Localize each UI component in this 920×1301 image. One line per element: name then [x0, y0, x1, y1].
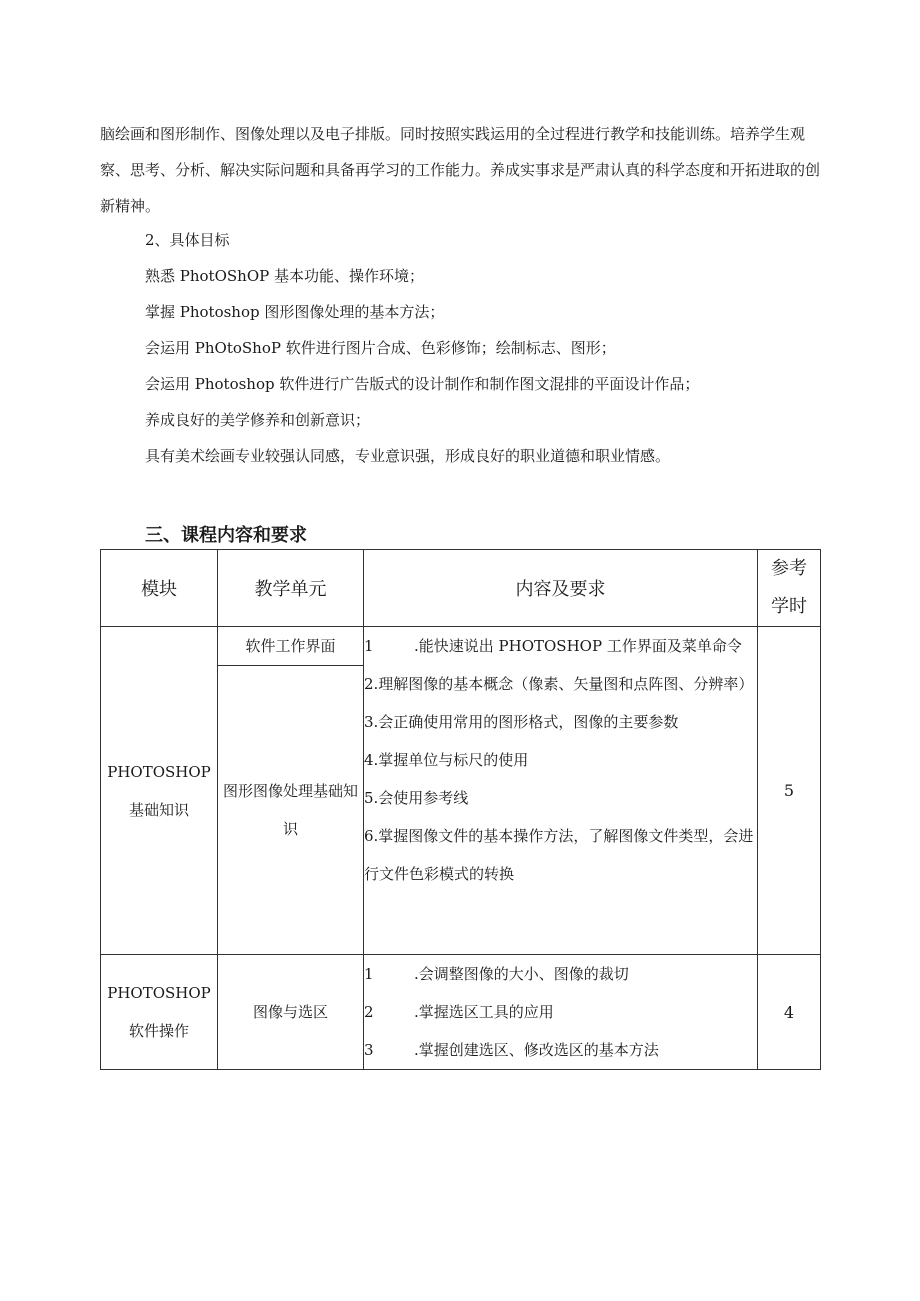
content-item [364, 1031, 757, 1069]
content-cell [364, 627, 758, 955]
content-item-text: .能快速说出 PHOTOSHOP 工作界面及菜单命令 [414, 637, 742, 655]
module-cell: PHOTOSHOP 软件操作 [101, 955, 218, 1070]
header-hours-line1: 参考 [771, 558, 807, 579]
course-content-table [100, 549, 821, 1070]
goals-heading: 2、具体目标 [145, 231, 230, 249]
hours-cell: 4 [758, 955, 821, 1070]
content-item: 5.会使用参考线 [364, 789, 469, 807]
goal-item: 掌握 Photoshop 图形图像处理的基本方法； [145, 303, 445, 321]
content-item-number: 3 [364, 1041, 374, 1059]
header-hours [758, 550, 821, 627]
section-title: 三、课程内容和要求 [145, 525, 307, 546]
content-item-number: 1 [364, 965, 374, 983]
header-module: 模块 [101, 550, 218, 627]
unit-cell: 图像与选区 [218, 955, 364, 1070]
hours-cell: 5 [758, 627, 821, 955]
header-content: 内容及要求 [364, 550, 758, 627]
goal-item: 会运用 PhOtoShoP 软件进行图片合成、色彩修饰；绘制标志、图形； [145, 339, 616, 357]
content-item: 4.掌握单位与标尺的使用 [364, 751, 529, 769]
table-header-row [101, 550, 821, 627]
table-row [101, 955, 821, 1070]
goal-item: 熟悉 PhotOShOP 基本功能、操作环境； [145, 267, 424, 285]
header-unit: 教学单元 [218, 550, 364, 627]
goal-item: 养成良好的美学修养和创新意识； [145, 411, 371, 429]
content-item-text: .掌握创建选区、修改选区的基本方法 [414, 1041, 659, 1059]
goal-item: 具有美术绘画专业较强认同感，专业意识强，形成良好的职业道德和职业情感。 [145, 447, 671, 465]
content-item: 3.会正确使用常用的图形格式，图像的主要参数 [364, 713, 679, 731]
unit-cell: 图形图像处理基础知识 [218, 666, 364, 955]
content-item [364, 993, 757, 1031]
table-row [101, 627, 821, 666]
content-item: 2.理解图像的基本概念（像素、矢量图和点阵图、分辨率） [364, 675, 754, 693]
content-item-number: 2 [364, 1003, 374, 1021]
content-item-number: 1 [364, 637, 374, 655]
content-item [364, 955, 757, 993]
content-item-text: .掌握选区工具的应用 [414, 1003, 554, 1021]
goal-item: 会运用 Photoshop 软件进行广告版式的设计制作和制作图文混排的平面设计作品； [145, 375, 700, 393]
content-item: 6.掌握图像文件的基本操作方法，了解图像文件类型，会进行文件色彩模式的转换 [364, 827, 754, 883]
header-hours-line2: 学时 [771, 596, 807, 617]
content-item-text: .会调整图像的大小、图像的裁切 [414, 965, 629, 983]
content-cell [364, 955, 758, 1070]
intro-paragraph: 脑绘画和图形制作、图像处理以及电子排版。同时按照实践运用的全过程进行教学和技能训练。培养学生观察、思考、分析、解决实际问题和具备再学习的工作能力。养成实事求是严肃认真的科学态度和开拓进取的创新精神。 [100, 125, 821, 215]
module-cell: PHOTOSHOP 基础知识 [101, 627, 218, 955]
content-item [364, 627, 757, 665]
unit-cell: 软件工作界面 [218, 627, 364, 666]
